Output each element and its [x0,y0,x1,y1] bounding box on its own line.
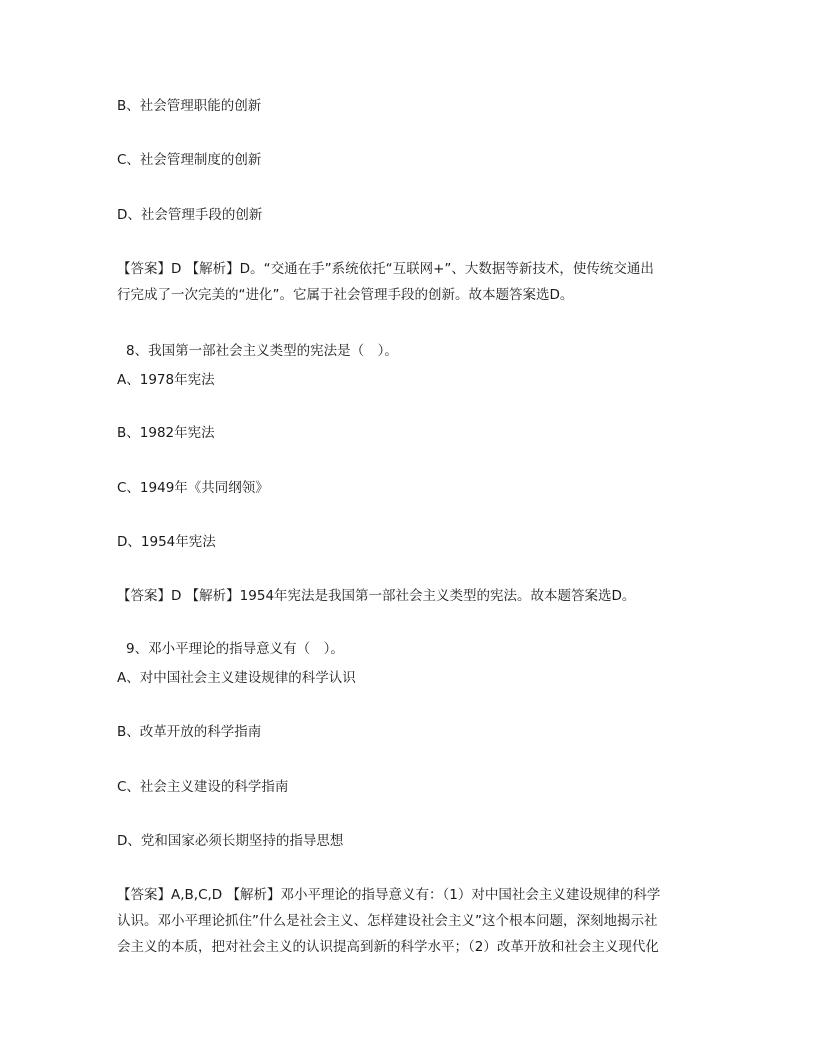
q9-answer-line-3: 会主义的本质，把对社会主义的认识提高到新的科学水平；（2）改革开放和社会主义现代化 [117,939,659,955]
q8-option-b: B、1982年宪法 [117,425,215,441]
q8-option-c: C、1949年《共同纲领》 [117,480,269,496]
q9-option-d: D、党和国家必须长期坚持的指导思想 [117,833,344,849]
q7-answer [117,256,702,308]
q9-answer-line-2: 认识。邓小平理论抓住”什么是社会主义、怎样建设社会主义”这个根本问题，深刻地揭示社 [117,913,658,929]
q9-option-a: A、对中国社会主义建设规律的科学认识 [117,670,356,686]
q7-answer-line-1: 【答案】D 【解析】D。“交通在手”系统依托“互联网+”、大数据等新技术，使传统交通出 [117,261,654,277]
q8-question: 8、我国第一部社会主义类型的宪法是（ ）。 [126,343,398,359]
q9-answer [117,882,702,960]
q9-option-c: C、社会主义建设的科学指南 [117,779,289,795]
q8-option-a: A、1978年宪法 [117,372,215,388]
q9-answer-line-1: 【答案】A,B,C,D 【解析】邓小平理论的指导意义有：（1）对中国社会主义建设规律的科学 [117,887,661,903]
q7-answer-line-2: 行完成了一次完美的“进化”。它属于社会管理手段的创新。故本题答案选D。 [117,287,574,303]
q8-option-d: D、1954年宪法 [117,534,216,550]
q7-option-b: B、社会管理职能的创新 [117,98,262,114]
q8-answer: 【答案】D 【解析】1954年宪法是我国第一部社会主义类型的宪法。故本题答案选D。 [117,588,636,604]
q7-option-d: D、社会管理手段的创新 [117,207,263,223]
q9-question: 9、邓小平理论的指导意义有（ ）。 [126,641,344,657]
q9-option-b: B、改革开放的科学指南 [117,724,262,740]
q7-option-c: C、社会管理制度的创新 [117,152,262,168]
